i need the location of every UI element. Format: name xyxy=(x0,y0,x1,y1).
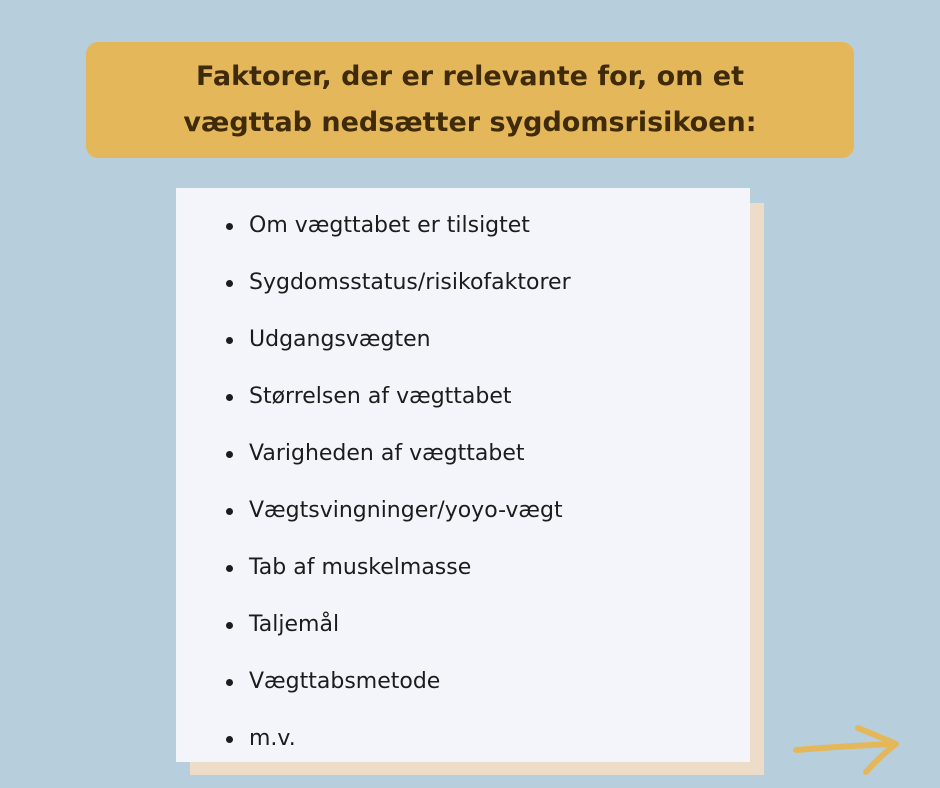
list-item-label: Taljemål xyxy=(249,612,340,637)
list-item xyxy=(249,539,471,596)
list-item-label: Varigheden af vægttabet xyxy=(249,441,525,466)
list-item-label: Om vægttabet er tilsigtet xyxy=(249,213,530,238)
bullet-icon xyxy=(226,280,233,287)
bullet-icon xyxy=(226,679,233,686)
bullet-icon xyxy=(226,394,233,401)
list-item-label: Udgangsvægten xyxy=(249,327,431,352)
list-item xyxy=(249,311,431,368)
title-line-2: vægttab nedsætter sygdomsrisikoen: xyxy=(183,107,757,138)
bullet-icon xyxy=(226,451,233,458)
list-item-label: Tab af muskelmasse xyxy=(249,555,472,580)
bullet-icon xyxy=(226,508,233,515)
list-item-label: Vægtsvingninger/yoyo-vægt xyxy=(249,498,563,523)
arrow-right-icon[interactable] xyxy=(792,722,904,778)
bullet-icon xyxy=(226,223,233,230)
list-item xyxy=(249,368,512,425)
list-item xyxy=(249,653,440,710)
list-item-label: Sygdomsstatus/risikofaktorer xyxy=(249,270,571,295)
bullet-icon xyxy=(226,337,233,344)
list-item xyxy=(249,596,339,653)
title-banner xyxy=(86,42,854,158)
bullet-icon xyxy=(226,736,233,743)
title-line-1: Faktorer, der er relevante for, om et xyxy=(196,61,744,92)
list-item xyxy=(249,197,530,254)
bullet-icon xyxy=(226,622,233,629)
list-item-label: m.v. xyxy=(249,726,296,751)
list-item xyxy=(249,710,296,767)
list-item xyxy=(249,482,563,539)
list-item xyxy=(249,425,525,482)
list-item xyxy=(249,254,571,311)
list-item-label: Vægttabsmetode xyxy=(249,669,441,694)
bullet-icon xyxy=(226,565,233,572)
list-item-label: Størrelsen af vægttabet xyxy=(249,384,512,409)
